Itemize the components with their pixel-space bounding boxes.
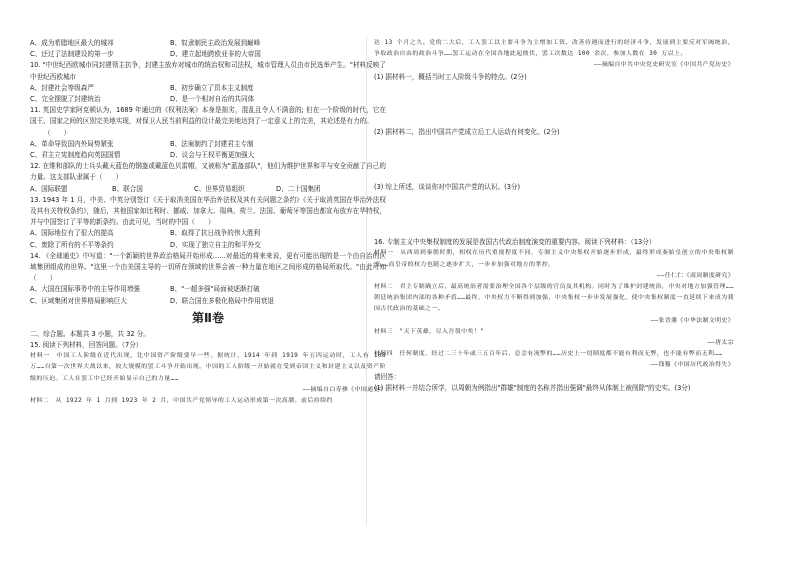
q13-options (30, 240, 386, 251)
q9-option-b: B、奴隶制民主政治发展到巅峰 (170, 39, 261, 47)
q14-option-d: D、联合国在多极化格局中作用衰退 (170, 296, 274, 305)
q9-option-a: A、成为希腊地区最大的城邦 (30, 39, 114, 47)
q11-option-b: B、法案制约了封建君主专制 (170, 139, 254, 148)
q12-stem: 12. 在维和部队的士兵头戴天蓝色的钢盔或戴蓝色贝雷帽，又被称为"蓝盔部队"，他们为维护世界和平与安全贡献了自己的力量。这支部队隶属于（ ） (30, 162, 386, 182)
q9-options (30, 38, 386, 49)
q14-option-c: C、区域集团对世界格局影响巨大 (30, 296, 127, 305)
part2-heading: 二、综合题。本题共 3 小题，共 32 分。 (30, 329, 150, 338)
q16-sub-1: (1) 据材料一并结合所学，以周朝为例指出"群雄"制度的名称并指出强调"最终从体制上被削除"的史实。(3分) (374, 383, 691, 392)
material-1: 材料一 中国工人阶级在近代出现，比中国资产阶级要早一些。据统计，1914 年到 1919 年五四运动时，工人有 108 万……自第一次世界大战以来，较大规模的罢工斗争开始出现。中国的工人阶级一开始就在受到帝国主义和封建主义以及资产阶级的压迫。工人在罢工中已经开始显示自己的力量…… (30, 353, 386, 382)
q9-option-c: C、还过了法制建设的第一步 (30, 50, 114, 59)
material-2-source: ——摘编自中共中央党史研究室《中国共产党历史》 (594, 62, 734, 69)
q16-material-2-source: ——张晋藩《中华法制文明史》 (650, 317, 734, 324)
q16-material-4-source: ——钱穆《中国历代政治得失》 (650, 362, 734, 369)
q10-stem: 10. "中世纪西欧城市同封建领主抗争，封建主放弃对城市的统治权和司法权，城市管理人员由市民选举产生。"材料反映了中世纪西欧城市 (30, 61, 386, 81)
q10-options (30, 94, 386, 105)
q10-options (30, 83, 386, 94)
material-2: 材料二 从 1922 年 1 月到 1923 年 2 月，中国共产党领导的工人运动形成第一次高潮。前后持续约 (30, 398, 333, 405)
q13-options (30, 228, 386, 239)
q11-option-c: C、君主立宪制度趋向英国国情 (30, 151, 121, 160)
q13-option-c: C、废除了所有的不平等条约 (30, 240, 114, 249)
q13-option-d: D、实现了独立自主的和平外交 (170, 240, 261, 249)
q16-material-4: 材料四 任何制度，经过二三十年或三五百年后，总会有流弊的……历史上一切制度都不能有利而无弊，也不能有弊而无利…… (374, 351, 723, 358)
q15-sub-1: (1) 据材料一，概括当时工人阶级斗争的特点。(2分) (374, 72, 527, 81)
q11-stem: 11. 英国史学家阿克顿认为，1689 年通过的《权利法案》本身是拙劣，混乱且令人不满意的; 但在一个阶级的时代，它在国王、国家之间的区别完美地实现，对保卫人民当前利益的设计最完美地达到了一定意义上的完美，其论述是有力的。 (30, 106, 386, 126)
q11-option-a: A、革命导致国内外局势紧张 (30, 139, 114, 148)
q15-sub-2: (2) 据材料二，指出中国共产党成立后工人运动有何变化。(2分) (374, 127, 560, 136)
q14-option-b: B、"一超多强"局面被逐渐打破 (170, 285, 260, 294)
section-title: 第Ⅱ卷 (192, 310, 224, 325)
q16-heading: 16. 专制主义中央集权制度的发展是我国古代政治制度演变的重要内容。阅读下列材料：（13分） (374, 238, 656, 247)
q9-options (30, 49, 386, 60)
right-column (374, 38, 734, 394)
q12-option-c: C、世界贸易组织 (194, 184, 245, 193)
q15-sub-3: (3) 综上所述，谈谈你对中国共产党的认识。(3分) (374, 183, 521, 192)
q16-material-3: 材料三 "天下英雄，尽入吾彀中矣！" (374, 328, 485, 335)
answer-prompt: 请回答： (374, 372, 401, 381)
q11-option-d: D、议会与王权平衡更加强大 (170, 151, 255, 160)
q16-material-3-source: ——唐太宗 (707, 340, 734, 347)
q14-stem: 14. 《全球通史》中写道："一个新颖的世界政治格局开始形成……对最近的将来来说，更有可能出现的是一个由自治的区域集团组成的世界。"这里一个由美国主导的一切所在领域的世界会被一种力量在地区之间形成的格局所取代。"由此可知（ ） (30, 251, 386, 283)
q10-option-c: C、完全摆脱了封建统治 (30, 95, 101, 104)
q13-option-b: B、取得了抗日战争的伟大胜利 (170, 229, 261, 238)
q9-option-d: D、建立起地跨欧亚非的大帝国 (170, 50, 261, 59)
material-2-continued: 达 13 个月之久。党的二大后，工人罢工以主要斗争为主增加工资、改善待遇而进行的经济斗争，发展到主要反对军阀统治、争取政治自由的政治斗争……罢工运动在全国各地此起彼伏，罢工次数达 100 余次，参加人数在 30 万以上。 (374, 40, 734, 58)
q11-blank: （ ） (44, 128, 71, 137)
q16-material-2: 材料二 君主专制确立后，最高统治者需要治理全国各个层级的官员及其机构。同时为了维护封建统治，中央对地方加强管理……朝廷统治集团内部的各种矛盾……最终，中央权力不断得到加强，中央集权一步步发展强化，使中央集权制度一直延续下来成为我国古代政治的基础之一。 (374, 284, 734, 313)
q16-material-1: 材料一 从西周到秦朝时期，相权在历代重视程度不同，专制主义中央集权开始逐步形成，最终形成秦始皇创立的中央集权制度……而皇帝的权力也随之逐步扩大，一步步加强对地方的掌控。 (374, 250, 734, 268)
q12-options (30, 184, 386, 195)
left-column (30, 38, 386, 407)
q12-option-b: B、联合国 (112, 184, 143, 193)
q10-option-d: D、是一个相对自治的共同体 (170, 95, 255, 104)
q12-option-d: D、二十国集团 (276, 184, 321, 193)
q13-stem: 13. 1943 年 1 月，中美、中英分别签订《关于取消美国在华治外法权及其有关问题之条约》《关于取消英国在华治外法权及其有关特权条约》，随后，其他国家如比利时、挪威、加拿大、瑞典、荷兰、法国、葡萄牙等国也都宣布放弃在华特权，并与中国签订了平等的新条约。由此可见，当时的中国（ ） (30, 195, 386, 227)
q11-options (30, 150, 386, 161)
q15-heading: 15. 阅读下列材料，回答问题。（7分） (30, 341, 143, 350)
q10-option-b: B、初步确立了资本主义制度 (170, 83, 254, 92)
q14-options (30, 296, 386, 307)
q16-material-1-source: ——任仁仁《商周制度研究》 (656, 272, 734, 279)
q14-options (30, 284, 386, 295)
q13-option-a: A、国际地位有了很大的提高 (30, 229, 114, 238)
q10-option-a: A、封建社会等级森严 (30, 83, 94, 92)
q11-options (30, 139, 386, 150)
q12-option-a: A、国际联盟 (30, 184, 68, 193)
material-1-source: ——摘编自白寿彝《中国通史》 (302, 386, 386, 393)
q14-option-a: A、大国在国际事务中的主导作用增强 (30, 285, 141, 294)
